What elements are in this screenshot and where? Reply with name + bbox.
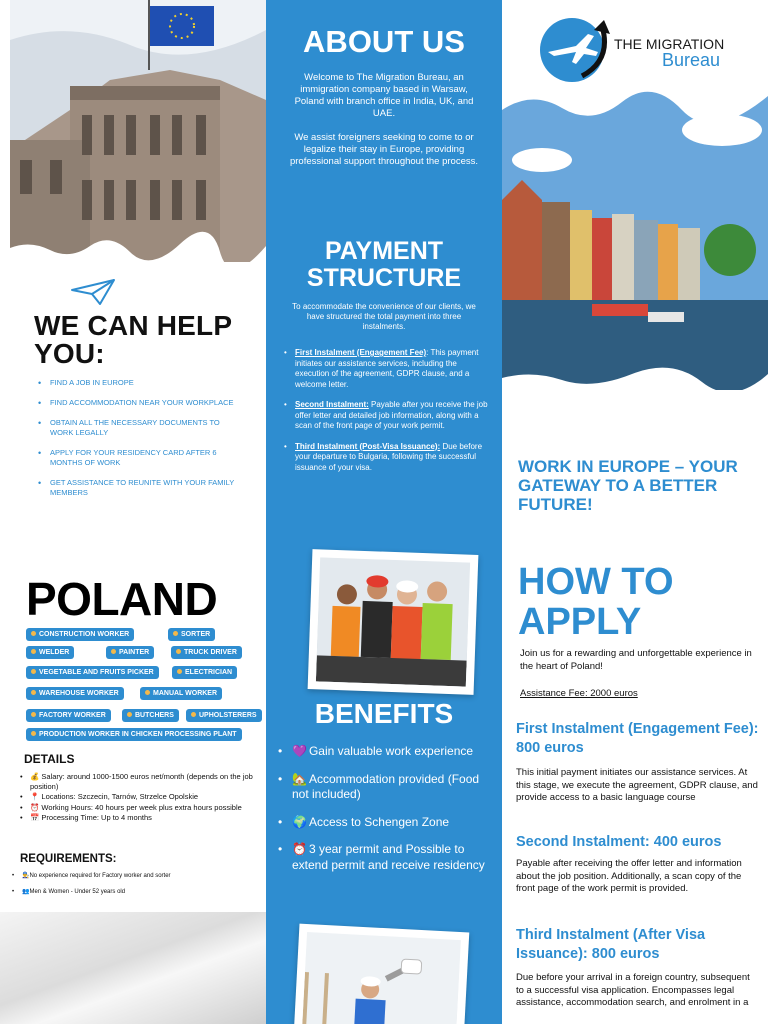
job-tag-label: BUTCHERS xyxy=(135,712,174,719)
house-icon: 🏡 xyxy=(292,771,307,786)
job-tag xyxy=(26,687,124,700)
job-tag xyxy=(26,628,134,641)
benefit-item xyxy=(276,842,490,873)
job-tag-label: TRUCK DRIVER xyxy=(184,649,237,656)
help-item: • GET ASSISTANCE TO REUNITE WITH YOUR FAMILY MEMBERS xyxy=(36,478,236,498)
job-tag-label: PRODUCTION WORKER IN CHICKEN PROCESSING PLANT xyxy=(39,731,237,738)
details-item: • 💰 Salary: around 1000-1500 euros net/month (depends on the job position) xyxy=(20,772,256,791)
job-tag xyxy=(122,709,179,722)
globe-icon: 🌍 xyxy=(292,814,307,829)
about-paragraph: We assist foreigners seeking to come to or legalize their stay in Europe, providing professional support throughout the process. xyxy=(289,132,478,167)
benefit-item xyxy=(276,815,490,831)
payment-item-label: First Instalment (Engagement Fee) xyxy=(295,348,427,357)
job-tag-label: SORTER xyxy=(181,631,211,638)
job-dot-icon xyxy=(173,631,178,636)
job-dot-icon xyxy=(111,649,116,654)
details-title: DETAILS xyxy=(24,752,75,766)
alarm-clock-icon: ⏰ xyxy=(292,842,307,856)
benefit-item xyxy=(276,772,490,803)
company-logo xyxy=(540,18,740,82)
job-tag-label: WAREHOUSE WORKER xyxy=(39,690,119,697)
requirements-list xyxy=(12,872,256,904)
payment-item-text: Payable after you receive the job offer letter and detailed job information, along with a scan of the front page of your work permit. xyxy=(295,400,488,430)
instalment-title: Second Instalment: 400 euros xyxy=(516,834,722,850)
job-tag xyxy=(171,646,242,659)
job-dot-icon xyxy=(31,631,36,636)
fabric-texture-image xyxy=(0,912,266,1024)
job-tag-label: ELECTRICIAN xyxy=(185,669,233,676)
job-tag-label: FACTORY WORKER xyxy=(39,712,106,719)
job-tag-label: UPHOLSTERERS xyxy=(199,712,257,719)
help-list xyxy=(36,378,236,508)
payment-item xyxy=(282,442,488,474)
paper-plane-icon xyxy=(70,278,116,306)
job-dot-icon xyxy=(31,712,36,717)
payment-list xyxy=(282,348,488,483)
payment-intro: To accommodate the convenience of our clients, we have structured the total payment into three instalments. xyxy=(292,302,476,331)
job-tag-label: VEGETABLE AND FRUITS PICKER xyxy=(39,669,154,676)
details-list xyxy=(20,772,256,824)
payment-item xyxy=(282,348,488,390)
instalment-title: Third Instalment (After Visa Issuance): 800 euros xyxy=(516,927,706,962)
job-dot-icon xyxy=(176,649,181,654)
payment-item-text: : This payment initiates our assistance services, including the execution of the agreement, GDPR clause, and a welcome letter. xyxy=(295,348,479,389)
payment-item-text: Due before your departure to Bulgaria, following the successful issuance of your visa. xyxy=(295,441,483,472)
job-tag xyxy=(26,728,242,741)
benefit-text: Gain valuable work experience xyxy=(308,744,474,758)
benefit-text: Accommodation provided (Food not included) xyxy=(292,771,480,801)
how-to-apply-intro: Join us for a rewarding and unforgettable experience in the heart of Poland! xyxy=(520,648,752,672)
payment-title: PAYMENT STRUCTURE xyxy=(306,237,462,292)
painter-photo xyxy=(293,924,470,1024)
middle-column xyxy=(266,0,502,1024)
logo-line-1: THE MIGRATION xyxy=(614,36,725,52)
job-dot-icon xyxy=(31,731,36,736)
help-title: WE CAN HELP YOU: xyxy=(34,310,232,369)
benefits-list xyxy=(276,744,490,885)
work-in-europe-title: WORK IN EUROPE – YOUR GATEWAY TO A BETTER FUTURE! xyxy=(518,457,738,514)
job-dot-icon xyxy=(127,712,132,717)
parliament-building-photo xyxy=(10,0,266,262)
help-item: • APPLY FOR YOUR RESIDENCY CARD AFTER 6 MONTHS OF WORK xyxy=(36,448,236,468)
job-tag xyxy=(140,687,222,700)
job-tag xyxy=(106,646,154,659)
job-tag xyxy=(26,646,74,659)
benefits-title: BENEFITS xyxy=(314,698,454,729)
city-canal-photo xyxy=(502,90,768,390)
job-tag xyxy=(26,709,111,722)
job-tag xyxy=(186,709,262,722)
job-dot-icon xyxy=(191,712,196,717)
job-tag xyxy=(26,666,159,679)
payment-item-label: Third Instalment (Post-Visa Issuance): xyxy=(295,441,441,451)
details-item: • ⏰ Working Hours: 40 hours per week plus extra hours possible xyxy=(20,803,256,813)
job-dot-icon xyxy=(31,669,36,674)
requirement-item: • 👨‍🔧No experience required for Factory worker and sorter xyxy=(12,872,256,880)
job-tag xyxy=(172,666,237,679)
logo-arrow-icon xyxy=(578,20,614,80)
benefit-text: 3 year permit and Possible to extend permit and receive residency xyxy=(292,842,485,872)
payment-item-label: Second Instalment: xyxy=(295,400,369,409)
instalment-title: First Instalment (Engagement Fee): 800 euros xyxy=(516,721,759,756)
how-to-apply-title: HOW TO APPLY xyxy=(518,561,674,643)
instalment-text: Payable after receiving the offer letter and information about the job position. Additionally, a scan copy of the front page of the work permit is provided. xyxy=(516,858,742,894)
benefit-text: Access to Schengen Zone xyxy=(308,814,450,829)
help-item: • OBTAIN ALL THE NECESSARY DOCUMENTS TO WORK LEGALLY xyxy=(36,418,236,438)
job-dot-icon xyxy=(177,669,182,674)
workers-photo xyxy=(308,549,479,695)
about-title: ABOUT US xyxy=(303,24,465,59)
payment-item xyxy=(282,400,488,432)
instalment-text: This initial payment initiates our assistance services. At this stage, we execute the agreement, GDPR clause, and provide access to a basic language course xyxy=(516,767,758,803)
requirement-item: • 👥Men & Women - Under 52 years old xyxy=(12,888,256,896)
instalment-text: Due before your arrival in a foreign country, subsequent to a successful visa application. Encompasses legal assistance, accommodation search, and enrolment in a xyxy=(516,972,750,1008)
purple-heart-icon: 💜 xyxy=(292,744,307,758)
job-dot-icon xyxy=(31,649,36,654)
right-column xyxy=(502,0,768,1024)
help-item: • FIND A JOB IN EUROPE xyxy=(36,378,236,388)
help-item: • FIND ACCOMMODATION NEAR YOUR WORKPLACE xyxy=(36,398,236,408)
job-tag-label: CONSTRUCTION WORKER xyxy=(39,631,130,638)
left-column xyxy=(0,0,266,1024)
about-text xyxy=(286,72,482,180)
details-item: • 📅 Processing Time: Up to 4 months xyxy=(20,813,256,823)
requirements-title: REQUIREMENTS: xyxy=(20,853,117,865)
job-tag-label: MANUAL WORKER xyxy=(153,690,218,697)
job-tag xyxy=(168,628,215,641)
benefit-item xyxy=(276,744,490,760)
job-tag-label: PAINTER xyxy=(119,649,150,656)
job-tag-label: WELDER xyxy=(39,649,70,656)
logo-line-2: Bureau xyxy=(662,50,721,70)
details-item: • 📍 Locations: Szczecin, Tarnów, Strzelce Opolskie xyxy=(20,792,256,802)
job-dot-icon xyxy=(145,690,150,695)
job-dot-icon xyxy=(31,690,36,695)
assistance-fee: Assistance Fee: 2000 euros xyxy=(520,688,638,699)
poland-title: POLAND xyxy=(26,573,218,625)
about-paragraph: Welcome to The Migration Bureau, an immigration company based in Warsaw, Poland with branch office in India, UK, and UAE. xyxy=(294,72,474,119)
